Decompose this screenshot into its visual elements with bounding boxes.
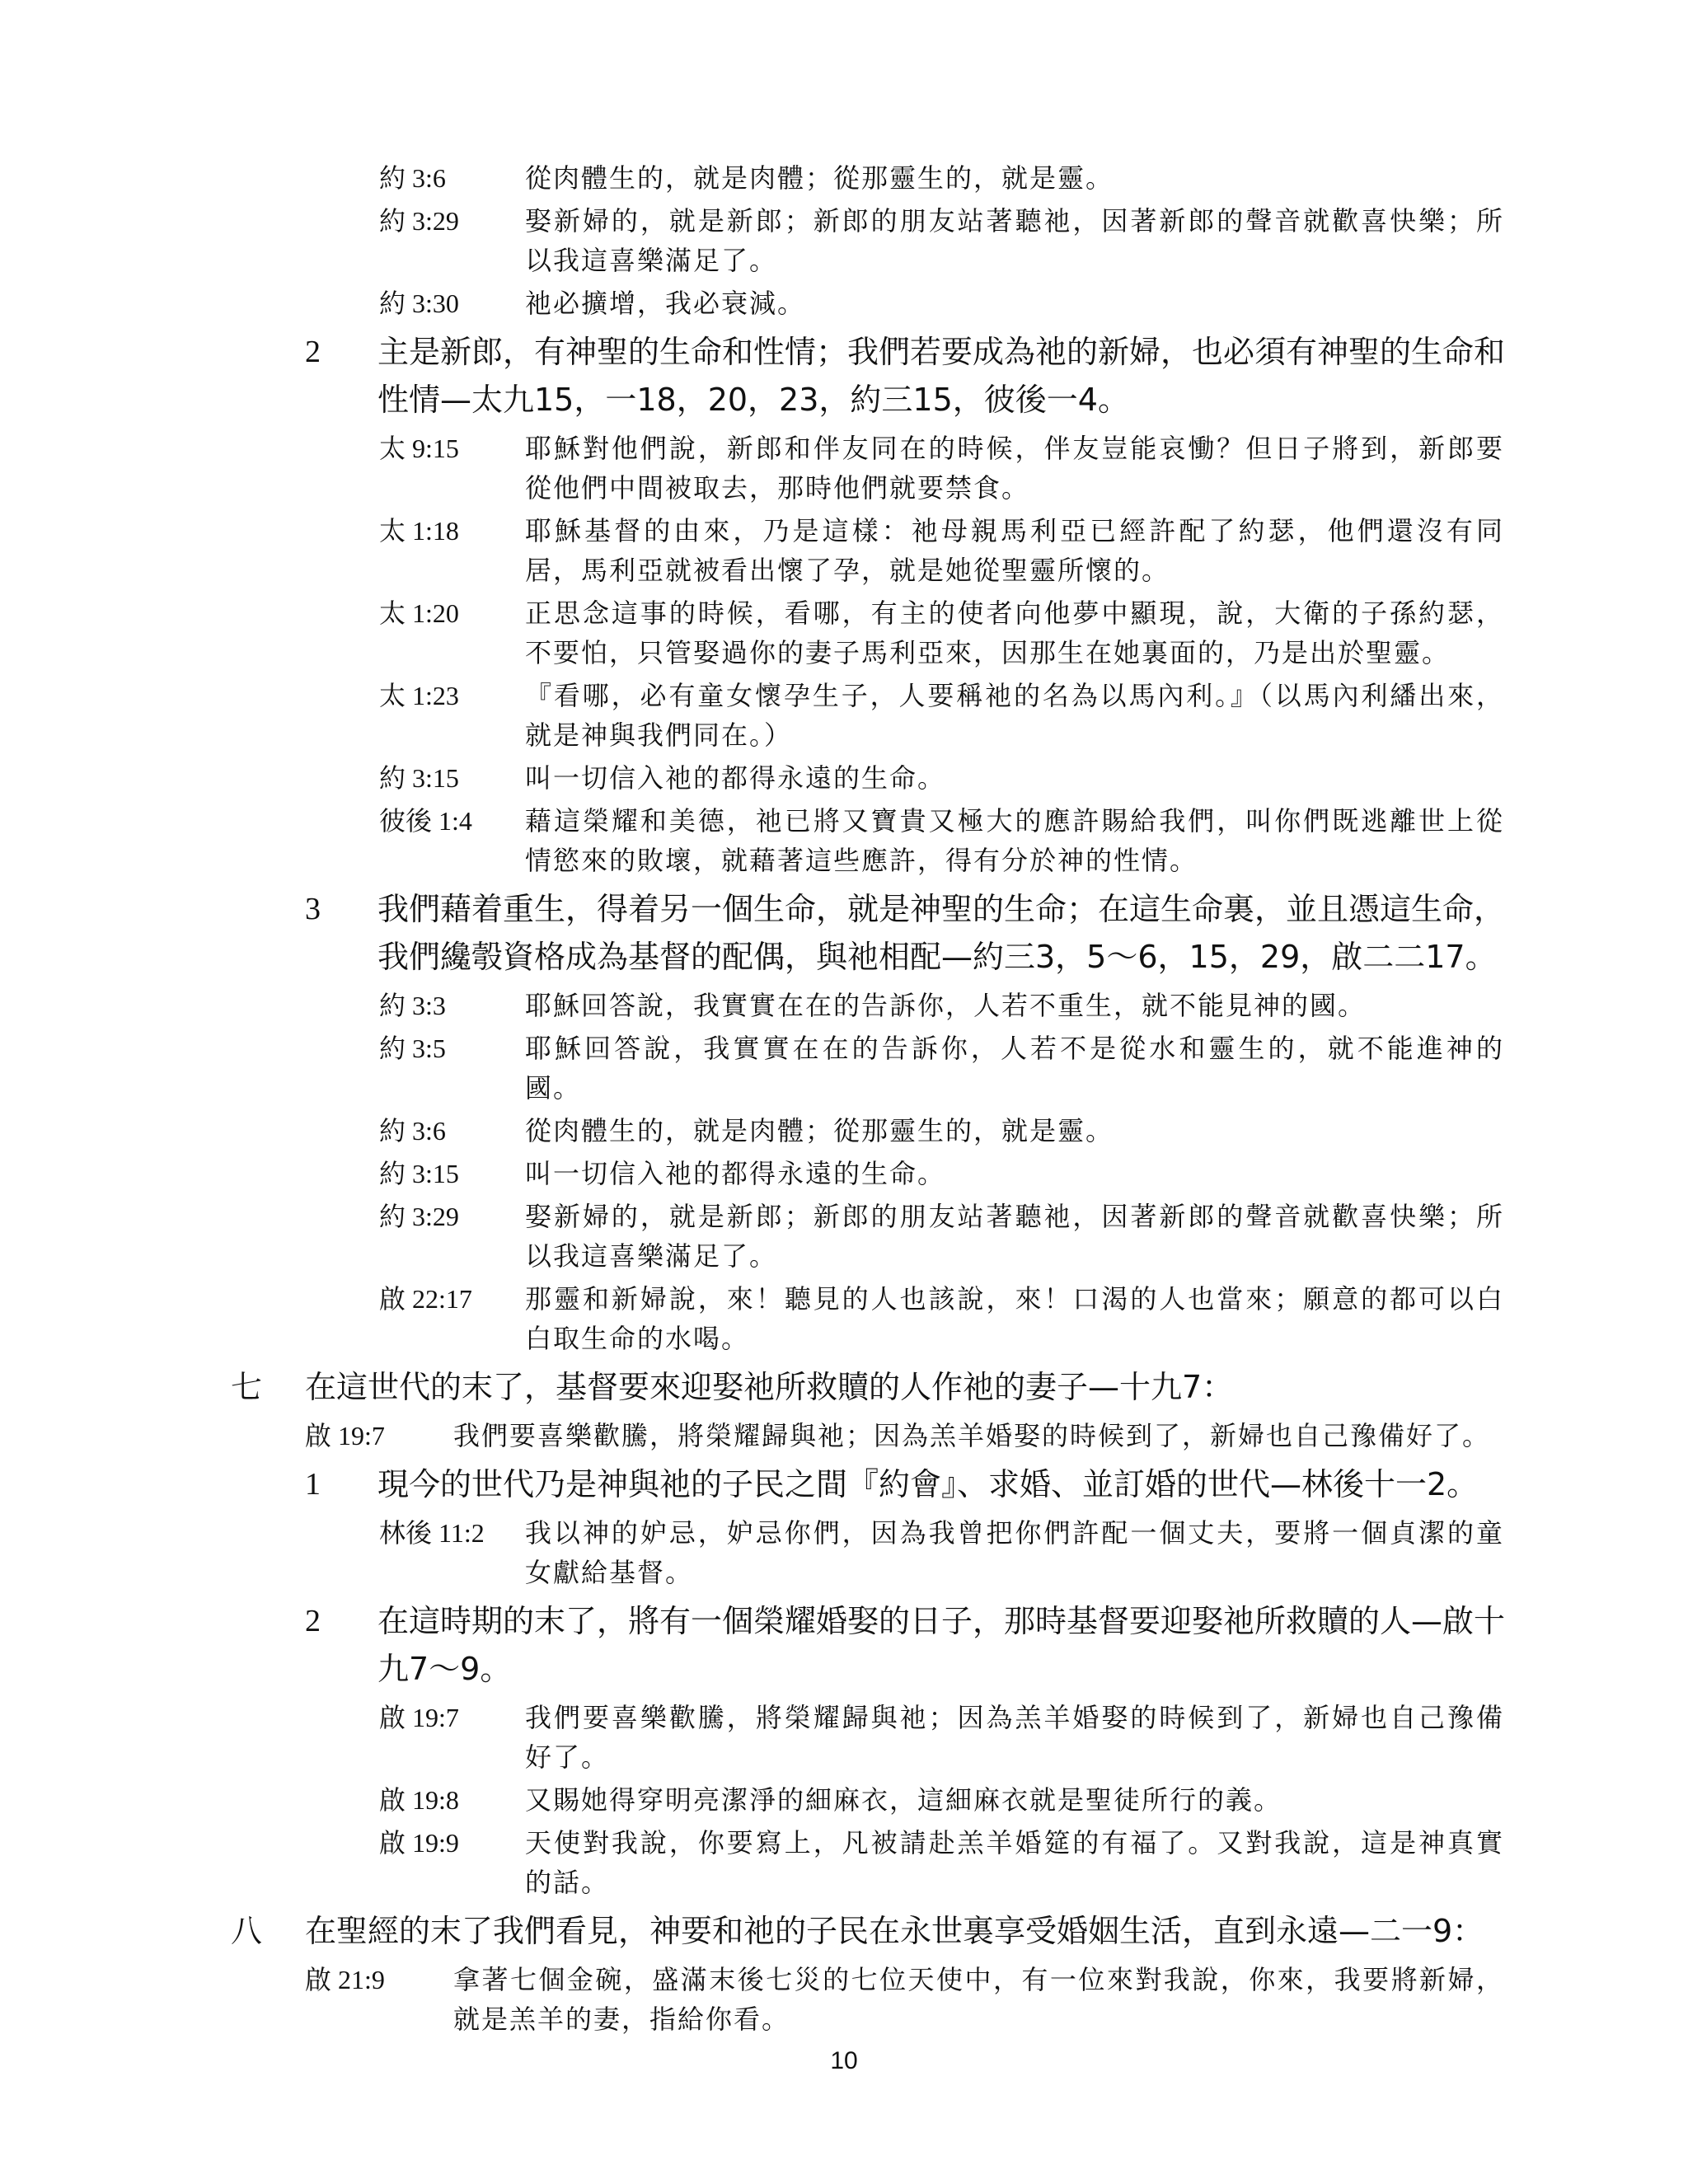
point-number: 3 — [305, 892, 321, 926]
verse-text: 耶穌基督的由來，乃是這樣：祂母親馬利亞已經許配了約瑟，他們還沒有同居，馬利亞就被看出懷了孕，就是她從聖靈所懷的。 — [525, 515, 1504, 586]
verse-text: 叫一切信入祂的都得永遠的生命。 — [525, 762, 946, 794]
point-text: 在這世代的末了，基督要來迎娶祂所救贖的人作祂的妻子—十九7： — [305, 1369, 1234, 1405]
verse-reference-0 — [0, 158, 1688, 198]
point-number: 2 — [305, 335, 321, 369]
verse-ref: 太 1:20 — [379, 598, 459, 628]
verse-text: 從肉體生的，就是肉體；從那靈生的，就是靈。 — [525, 1115, 1114, 1146]
verse-ref: 約 3:30 — [379, 288, 459, 318]
verse-text: 『看哪，必有童女懷孕生子，人要稱祂的名為以馬內利。』（以馬內利繙出來，就是神與我們同在。） — [525, 680, 1504, 751]
outline-point-25 — [0, 1907, 1688, 1955]
verse-text: 祂必擴增，我必衰減。 — [525, 288, 806, 319]
verse-text: 我們要喜樂歡騰，將榮耀歸與祂；因為羔羊婚娶的時候到了，新婦也自己豫備好了。 — [525, 1702, 1504, 1773]
verse-reference-11 — [0, 986, 1688, 1025]
verse-ref: 啟 19:7 — [305, 1421, 385, 1451]
verse-reference-12 — [0, 1029, 1688, 1108]
verse-text: 耶穌回答說，我實實在在的告訴你，人若不是從水和靈生的，就不能進神的國。 — [525, 1033, 1504, 1104]
verse-ref: 彼後 1:4 — [379, 806, 472, 836]
verse-text: 正思念這事的時候，看哪，有主的使者向他夢中顯現，說，大衛的子孫約瑟，不要怕，只管娶過你的妻子馬利亞來，因那生在她裏面的，乃是出於聖靈。 — [525, 598, 1504, 668]
verse-reference-15 — [0, 1197, 1688, 1276]
verse-ref: 太 1:18 — [379, 516, 459, 546]
verse-ref: 啟 19:7 — [379, 1703, 459, 1732]
verse-reference-1 — [0, 201, 1688, 280]
verse-ref: 約 3:6 — [379, 1116, 446, 1146]
verse-ref: 啟 19:8 — [379, 1785, 459, 1815]
verse-reference-16 — [0, 1279, 1688, 1358]
verse-text: 叫一切信入祂的都得永遠的生命。 — [525, 1158, 946, 1189]
verse-ref: 約 3:15 — [379, 763, 459, 793]
verse-reference-9 — [0, 801, 1688, 880]
point-number: 八 — [231, 1913, 263, 1949]
verse-reference-26 — [0, 1960, 1688, 2039]
outline-point-19 — [0, 1460, 1688, 1508]
verse-reference-23 — [0, 1780, 1688, 1820]
verse-ref: 啟 22:17 — [379, 1284, 472, 1314]
verse-ref: 啟 21:9 — [305, 1965, 385, 1994]
point-text: 在聖經的末了我們看見，神要和祂的子民在永世裏享受婚姻生活，直到永遠—二一9： — [305, 1913, 1484, 1949]
verse-ref: 約 3:15 — [379, 1159, 459, 1188]
verse-reference-22 — [0, 1698, 1688, 1777]
point-text: 主是新郎，有神聖的生命和性情；我們若要成為祂的新婦，也必須有神聖的生命和性情—太九15，一18，20，23，約三15，彼後一4。 — [377, 334, 1506, 418]
verse-text: 又賜她得穿明亮潔淨的細麻衣，這細麻衣就是聖徒所行的義。 — [525, 1784, 1282, 1816]
verse-text: 娶新婦的，就是新郎；新郎的朋友站著聽祂，因著新郎的聲音就歡喜快樂；所以我這喜樂滿足了。 — [525, 205, 1504, 276]
verse-reference-18 — [0, 1416, 1688, 1455]
verse-text: 我們要喜樂歡騰，將榮耀歸與祂；因為羔羊婚娶的時候到了，新婦也自己豫備好了。 — [453, 1420, 1491, 1451]
verse-reference-2 — [0, 284, 1688, 323]
outline-point-21 — [0, 1597, 1688, 1693]
verse-text: 藉這榮耀和美德，祂已將又寶貴又極大的應許賜給我們，叫你們既逃離世上從情慾來的敗壞，就藉著這些應許，得有分於神的性情。 — [525, 805, 1504, 876]
verse-reference-6 — [0, 593, 1688, 673]
verse-ref: 太 1:23 — [379, 681, 459, 710]
verse-text: 從肉體生的，就是肉體；從那靈生的，就是靈。 — [525, 162, 1114, 194]
verse-ref: 啟 19:9 — [379, 1828, 459, 1858]
point-number: 七 — [231, 1369, 263, 1405]
verse-ref: 約 3:6 — [379, 163, 446, 193]
verse-reference-20 — [0, 1513, 1688, 1592]
verse-ref: 約 3:29 — [379, 1202, 459, 1231]
point-text: 在這時期的末了，將有一個榮耀婚娶的日子，那時基督要迎娶祂所救贖的人—啟十九7～9。 — [377, 1603, 1506, 1687]
outline-point-3 — [0, 328, 1688, 424]
point-text: 我們藉着重生，得着另一個生命，就是神聖的生命；在這生命裏，並且憑這生命，我們纔彀資格成為基督的配偶，與祂相配—約三3，5～6，15，29，啟二二17。 — [377, 891, 1506, 975]
point-number: 1 — [305, 1467, 321, 1502]
page-number: 10 — [830, 2047, 858, 2074]
verse-reference-5 — [0, 511, 1688, 590]
verse-ref: 林後 11:2 — [379, 1518, 485, 1548]
verse-text: 天使對我說，你要寫上，凡被請赴羔羊婚筵的有福了。又對我說，這是神真實的話。 — [525, 1827, 1504, 1898]
verse-reference-24 — [0, 1823, 1688, 1902]
point-text: 現今的世代乃是神與祂的子民之間『約會』、求婚、並訂婚的世代—林後十一2。 — [377, 1466, 1479, 1502]
verse-text: 拿著七個金碗，盛滿末後七災的七位天使中，有一位來對我說，你來，我要將新婦，就是羔羊的妻，指給你看。 — [453, 1964, 1504, 2035]
verse-ref: 約 3:3 — [379, 991, 446, 1020]
verse-reference-7 — [0, 676, 1688, 755]
verse-reference-14 — [0, 1154, 1688, 1193]
verse-ref: 太 9:15 — [379, 434, 459, 463]
verse-ref: 約 3:5 — [379, 1033, 446, 1063]
verse-reference-8 — [0, 758, 1688, 798]
verse-text: 娶新婦的，就是新郎；新郎的朋友站著聽祂，因著新郎的聲音就歡喜快樂；所以我這喜樂滿足了。 — [525, 1201, 1504, 1272]
outline-content — [0, 155, 1688, 2042]
verse-text: 我以神的妒忌，妒忌你們，因為我曾把你們許配一個丈夫，要將一個貞潔的童女獻給基督。 — [525, 1517, 1504, 1588]
verse-text: 那靈和新婦說，來！聽見的人也該說，來！口渴的人也當來；願意的都可以白白取生命的水喝。 — [525, 1283, 1504, 1354]
verse-text: 耶穌回答說，我實實在在的告訴你，人若不重生，就不能見神的國。 — [525, 990, 1367, 1021]
verse-reference-4 — [0, 429, 1688, 508]
verse-reference-13 — [0, 1111, 1688, 1151]
outline-point-17 — [0, 1363, 1688, 1411]
outline-point-10 — [0, 885, 1688, 981]
verse-text: 耶穌對他們說，新郎和伴友同在的時候，伴友豈能哀慟？但日子將到，新郎要從他們中間被取去，那時他們就要禁食。 — [525, 433, 1504, 504]
point-number: 2 — [305, 1604, 321, 1638]
verse-ref: 約 3:29 — [379, 206, 459, 236]
